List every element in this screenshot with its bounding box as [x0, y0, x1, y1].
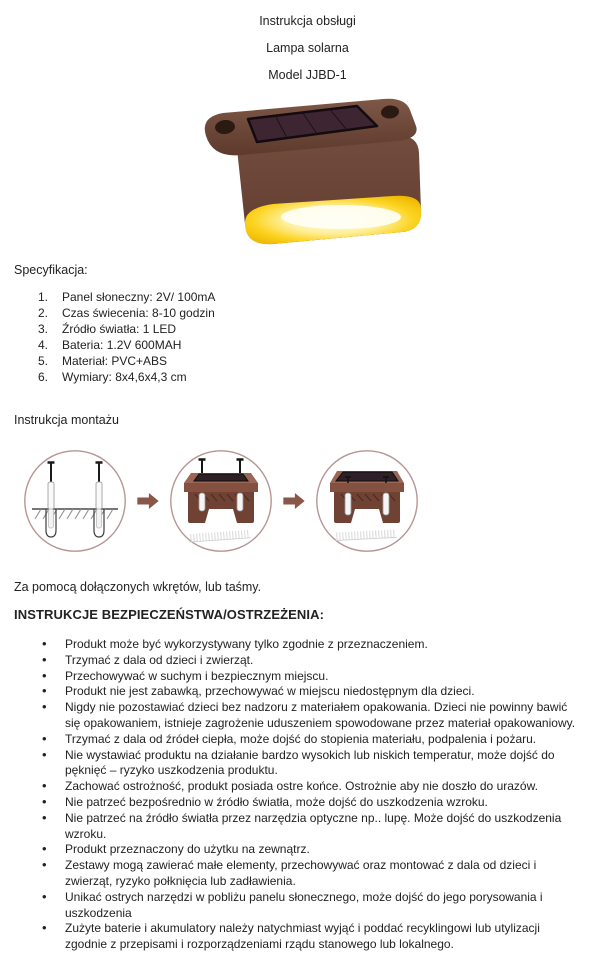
bullet-marker: •: [42, 778, 47, 794]
anchor-pin-right: [383, 493, 389, 515]
safety-item-text: Nie wystawiać produktu na działanie bardzo wysokich lub niskich temperatur, może dojść do pęknięć – ryzyko uszkodzenia produktu.: [65, 748, 555, 778]
safety-item-text: Trzymać z dala od źródeł ciepła, może dojść do stopienia materiału, podpalenia i pożaru.: [65, 732, 536, 746]
lamp-panel: [194, 474, 248, 481]
safety-item: [14, 637, 601, 653]
safety-item: [14, 795, 601, 811]
safety-item-text: Nigdy nie pozostawiać dzieci bez nadzoru z materiałem opakowania. Dzieci nie powinny bawić się opakowaniem, istnieje zagrożenie uduszeniem spowodowane przez materiał opakowaniowy.: [65, 700, 575, 730]
bullet-marker: •: [42, 668, 47, 684]
bullet-marker: •: [42, 731, 47, 747]
safety-section: [0, 607, 615, 953]
anchor-pin-left: [345, 493, 351, 515]
safety-item-text: Trzymać z dala od dzieci i zwierząt.: [65, 653, 253, 667]
spec-item: [14, 369, 601, 385]
safety-item: [14, 669, 601, 685]
spec-item: [14, 305, 601, 321]
bullet-marker: •: [42, 841, 47, 857]
safety-item: [14, 779, 601, 795]
bullet-marker: •: [42, 636, 47, 652]
bullet-marker: •: [42, 810, 47, 826]
safety-list: [14, 637, 601, 953]
doc-model: Model JJBD-1: [0, 62, 615, 89]
product-photo: [193, 95, 423, 253]
spec-item-number: 2.: [38, 305, 48, 321]
montage-caption: Za pomocą dołączonych wkrętów, lub taśmy.: [14, 580, 601, 595]
safety-heading: INSTRUKCJE BEZPIECZEŃSTWA/OSTRZEŻENIA:: [14, 607, 601, 622]
bullet-marker: •: [42, 652, 47, 668]
safety-item: [14, 890, 601, 922]
spec-item-text: Wymiary: 8x4,6x4,3 cm: [62, 370, 187, 384]
bullet-marker: •: [42, 889, 47, 905]
safety-item-text: Produkt przeznaczony do użytku na zewnątrz.: [65, 842, 310, 856]
spec-item-text: Panel słoneczny: 2V/ 100mA: [62, 290, 215, 304]
spec-heading: Specyfikacja:: [14, 263, 601, 278]
safety-item-text: Produkt może być wykorzystywany tylko zgodnie z przeznaczeniem.: [65, 637, 428, 651]
safety-item-text: Produkt nie jest zabawką, przechowywać w miejscu niedostępnym dla dzieci.: [65, 684, 475, 698]
safety-item-text: Nie patrzeć bezpośrednio w źródło światła, może dojść do uszkodzenia wzroku.: [65, 795, 488, 809]
safety-item: [14, 811, 601, 843]
doc-subtitle: Lampa solarna: [0, 35, 615, 62]
spec-item-text: Źródło światła: 1 LED: [62, 322, 176, 336]
solar-lamp-image: [193, 95, 423, 250]
safety-item-text: Zestawy mogą zawierać małe elementy, przechowywać oraz montować z dala od dzieci i zwierząt, ryzyko połknięcia lub zadławienia.: [65, 858, 536, 888]
spec-section: [0, 263, 615, 385]
bullet-marker: •: [42, 794, 47, 810]
montage-section: [0, 413, 615, 595]
bullet-marker: •: [42, 857, 47, 873]
montage-heading: Instrukcja montażu: [14, 413, 601, 428]
bullet-marker: •: [42, 747, 47, 763]
lamp-light-core: [281, 205, 401, 229]
safety-item: [14, 653, 601, 669]
spec-item-number: 1.: [38, 289, 48, 305]
safety-item: [14, 732, 601, 748]
safety-item: [14, 858, 601, 890]
spec-item: [14, 337, 601, 353]
bullet-marker: •: [42, 699, 47, 715]
spec-item-text: Czas świecenia: 8-10 godzin: [62, 306, 215, 320]
safety-item-text: Zachować ostrożność, produkt posiada ostre końce. Ostrożnie aby nie doszło do urazów.: [65, 779, 538, 793]
safety-item-text: Nie patrzeć na źródło światła przez narzędzia optyczne np.. lupę. Może dojść do uszkodzenia wzroku.: [65, 811, 561, 841]
spec-item: [14, 289, 601, 305]
bullet-marker: •: [42, 683, 47, 699]
montage-step2-image: [169, 449, 273, 553]
doc-title: Instrukcja obsługi: [0, 8, 615, 35]
spec-item-number: 6.: [38, 369, 48, 385]
safety-item-text: Zużyte baterie i akumulatory należy natychmiast wyjąć i poddać recyklingowi lub utylizacji zgodnie z przepisami i rozporządzeniami rządu stanowego lub lokalnego.: [65, 921, 540, 951]
right-arrow-icon: [137, 493, 159, 509]
spec-item-number: 4.: [38, 337, 48, 353]
spec-item-text: Materiał: PVC+ABS: [62, 354, 167, 368]
safety-item: [14, 700, 601, 732]
safety-item: [14, 684, 601, 700]
spec-item-number: 3.: [38, 321, 48, 337]
safety-item: [14, 842, 601, 858]
lamp-flange-front: [184, 483, 258, 492]
anchor-pin-left: [199, 493, 205, 511]
spec-item-text: Bateria: 1.2V 600MAH: [62, 338, 181, 352]
anchor-pin-right: [237, 493, 243, 511]
spec-list: [14, 289, 601, 385]
safety-item: [14, 748, 601, 780]
montage-step1-image: [23, 449, 127, 553]
safety-item-text: Unikać ostrych narzędzi w pobliżu panelu słonecznego, może dojść do jego porysowania i uszkodzenia: [65, 890, 543, 920]
safety-item: [14, 921, 601, 953]
montage-step3-image: [315, 449, 419, 553]
safety-item-text: Przechowywać w suchym i bezpiecznym miejscu.: [65, 669, 328, 683]
doc-header: [0, 0, 615, 89]
bullet-marker: •: [42, 920, 47, 936]
lamp-flange-front: [330, 483, 404, 492]
spec-item: [14, 321, 601, 337]
montage-steps: [14, 449, 601, 553]
spec-item-number: 5.: [38, 353, 48, 369]
spec-item: [14, 353, 601, 369]
right-arrow-icon: [283, 493, 305, 509]
